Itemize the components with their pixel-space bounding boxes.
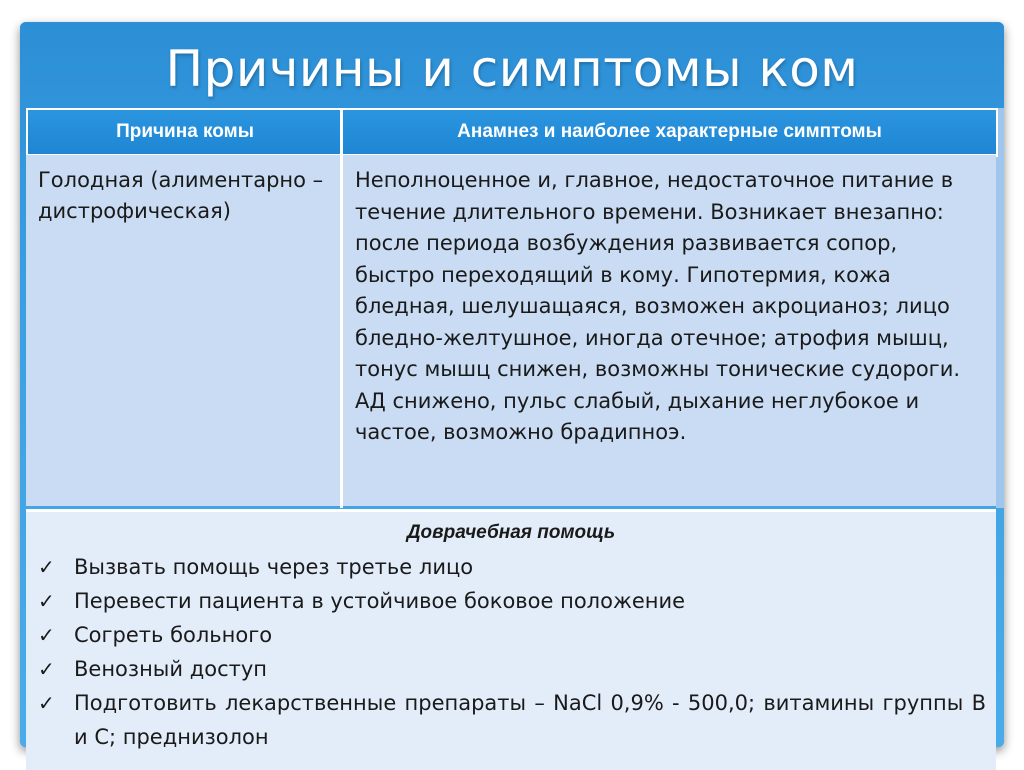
list-item-text: Перевести пациента в устойчивое боковое положение <box>74 589 686 613</box>
list-item <box>38 584 986 618</box>
cell-symptoms <box>343 155 996 506</box>
list-item-text: Венозный доступ <box>74 657 268 681</box>
list-item <box>38 550 986 584</box>
symptoms-text: Неполноценное и, главное, недостаточное питание в течение длительного времени. Возникает внезапно: после периода возбуждения развивается сопор, быстро переходящий в кому. Гипотермия, кожа бледная, шелушащаяся, возможен акроцианоз; лицо бледно-желтушное, иногда отечное; атрофия мышц, тонус мышц снижен, возможны тонические судороги. АД снижено, пульс слабый, дыхание неглубокое и частое, возможно брадипноэ. <box>355 168 961 444</box>
checkmark-icon: ✓ <box>38 657 55 681</box>
list-item-text: Подготовить лекарственные препараты – NaCl 0,9% - 500,0; витамины группы В и С; преднизолон <box>74 691 986 749</box>
header-cause: Причина комы <box>26 108 342 157</box>
first-aid-list <box>26 550 996 754</box>
checkmark-icon: ✓ <box>38 691 55 715</box>
list-item-text: Согреть больного <box>74 623 273 647</box>
slide-title: Причины и симптомы ком <box>165 40 859 98</box>
first-aid-section <box>26 509 996 770</box>
first-aid-title: Доврачебная помощь <box>406 522 616 543</box>
table-edge <box>996 108 1004 508</box>
header-symptoms: Анамнез и наиболее характерные симптомы <box>343 108 998 157</box>
checkmark-icon: ✓ <box>38 589 55 613</box>
cause-text: Голодная (алиментарно – дистрофическая) <box>38 168 324 223</box>
list-item <box>38 652 986 686</box>
cell-cause <box>26 155 340 506</box>
column-divider <box>340 108 343 508</box>
list-item-text: Вызвать помощь через третье лицо <box>74 555 474 579</box>
list-item <box>38 618 986 652</box>
checkmark-icon: ✓ <box>38 623 55 647</box>
list-item <box>38 686 986 754</box>
checkmark-icon: ✓ <box>38 555 55 579</box>
